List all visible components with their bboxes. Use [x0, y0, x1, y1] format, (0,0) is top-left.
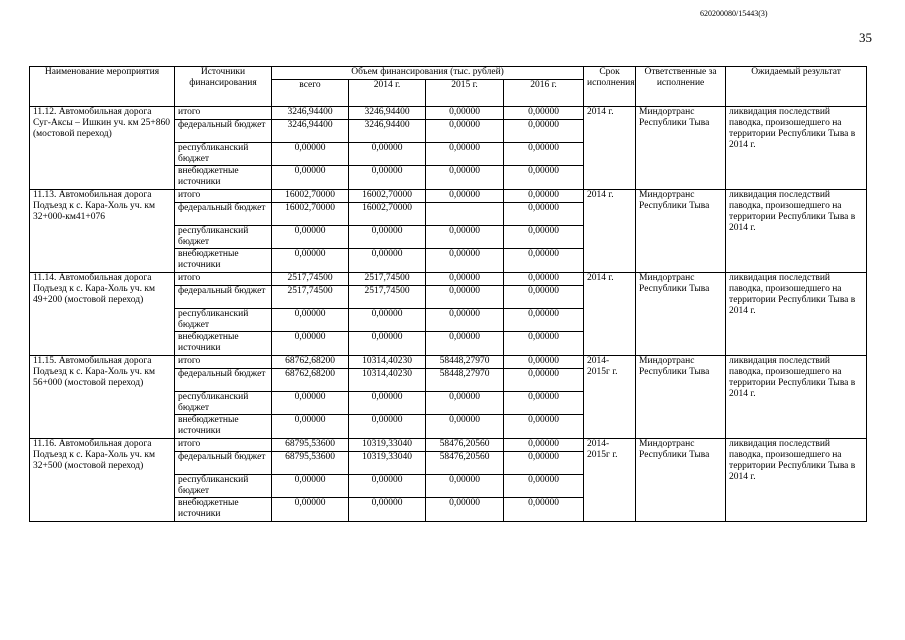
amount-cell: 68795,53600	[272, 452, 349, 475]
header-result: Ожидаемый результат	[726, 67, 867, 107]
amount-cell: 0,00000	[349, 498, 426, 522]
execution-term: 2014 г.	[584, 273, 636, 356]
amount-cell: 58476,20560	[426, 439, 504, 452]
funding-source: итого	[175, 107, 272, 120]
page-number: 35	[859, 30, 872, 45]
amount-cell: 0,00000	[349, 475, 426, 498]
amount-cell: 0,00000	[272, 143, 349, 166]
amount-cell: 3246,94400	[349, 107, 426, 120]
header-sources: Источники финансирования	[175, 67, 272, 107]
amount-cell: 2517,74500	[349, 273, 426, 286]
amount-cell: 0,00000	[349, 392, 426, 415]
header-responsible: Ответственные за исполнение	[636, 67, 726, 107]
amount-cell: 0,00000	[349, 249, 426, 273]
amount-cell: 2517,74500	[272, 286, 349, 309]
execution-term: 2014 г.	[584, 107, 636, 190]
amount-cell: 0,00000	[349, 226, 426, 249]
header-2014: 2014 г.	[349, 80, 426, 107]
amount-cell: 0,00000	[504, 392, 584, 415]
amount-cell: 0,00000	[504, 286, 584, 309]
expected-result: ликвидация последствий паводка, произошедшего на территории Республики Тыва в 2014 г.	[726, 190, 867, 273]
activity-name: 11.16. Автомобильная дорога Подъезд к с. Кара-Холь уч. км 32+500 (мостовой переход)	[30, 439, 175, 522]
amount-cell: 0,00000	[504, 332, 584, 356]
funding-source: республиканский бюджет	[175, 226, 272, 249]
amount-cell: 0,00000	[504, 273, 584, 286]
amount-cell: 16002,70000	[349, 203, 426, 226]
activity-name: 11.14. Автомобильная дорога Подъезд к с. Кара-Холь уч. км 49+200 (мостовой переход)	[30, 273, 175, 356]
execution-term: 2014-2015г г.	[584, 439, 636, 522]
amount-cell: 0,00000	[504, 120, 584, 143]
header-term: Срок исполнения	[584, 67, 636, 107]
amount-cell: 3246,94400	[272, 120, 349, 143]
amount-cell: 16002,70000	[349, 190, 426, 203]
table-body	[30, 107, 867, 522]
table-row	[30, 356, 867, 369]
table-row	[30, 190, 867, 203]
amount-cell: 0,00000	[272, 498, 349, 522]
amount-cell: 10314,40230	[349, 356, 426, 369]
table-row	[30, 439, 867, 452]
amount-cell: 68762,68200	[272, 369, 349, 392]
amount-cell: 10319,33040	[349, 439, 426, 452]
amount-cell: 58448,27970	[426, 369, 504, 392]
header-2016: 2016 г.	[504, 80, 584, 107]
amount-cell: 0,00000	[349, 143, 426, 166]
responsible: Миндортранс Республики Тыва	[636, 190, 726, 273]
financing-table	[29, 66, 867, 522]
funding-source: республиканский бюджет	[175, 309, 272, 332]
amount-cell: 10319,33040	[349, 452, 426, 475]
amount-cell: 0,00000	[272, 332, 349, 356]
amount-cell: 10314,40230	[349, 369, 426, 392]
expected-result: ликвидация последствий паводка, произошедшего на территории Республики Тыва в 2014 г.	[726, 107, 867, 190]
amount-cell: 0,00000	[426, 166, 504, 190]
amount-cell: 3246,94400	[349, 120, 426, 143]
amount-cell: 0,00000	[426, 332, 504, 356]
activity-name: 11.12. Автомобильная дорога Суг-Аксы – Ишкин уч. км 25+860 (мостовой переход)	[30, 107, 175, 190]
funding-source: итого	[175, 439, 272, 452]
amount-cell: 0,00000	[426, 120, 504, 143]
amount-cell: 0,00000	[504, 107, 584, 120]
amount-cell: 0,00000	[349, 309, 426, 332]
amount-cell: 0,00000	[426, 309, 504, 332]
funding-source: республиканский бюджет	[175, 392, 272, 415]
amount-cell: 0,00000	[272, 392, 349, 415]
amount-cell: 68762,68200	[272, 356, 349, 369]
expected-result: ликвидация последствий паводка, произошедшего на территории Республики Тыва в 2014 г.	[726, 439, 867, 522]
amount-cell: 0,00000	[426, 273, 504, 286]
amount-cell: 58476,20560	[426, 452, 504, 475]
header-row-top	[30, 67, 867, 80]
amount-cell: 0,00000	[426, 392, 504, 415]
amount-cell: 0,00000	[504, 475, 584, 498]
table-row	[30, 107, 867, 120]
funding-source: итого	[175, 356, 272, 369]
amount-cell: 0,00000	[504, 369, 584, 392]
amount-cell: 0,00000	[272, 166, 349, 190]
funding-source: внебюджетные источники	[175, 166, 272, 190]
document-id: 620200080/15443(3)	[700, 9, 768, 18]
amount-cell: 2517,74500	[349, 286, 426, 309]
responsible: Миндортранс Республики Тыва	[636, 356, 726, 439]
funding-source: федеральный бюджет	[175, 452, 272, 475]
funding-source: итого	[175, 273, 272, 286]
amount-cell: 0,00000	[504, 190, 584, 203]
responsible: Миндортранс Республики Тыва	[636, 107, 726, 190]
amount-cell: 0,00000	[504, 143, 584, 166]
responsible: Миндортранс Республики Тыва	[636, 439, 726, 522]
amount-cell: 0,00000	[426, 143, 504, 166]
funding-source: федеральный бюджет	[175, 203, 272, 226]
table-row	[30, 273, 867, 286]
amount-cell: 0,00000	[504, 452, 584, 475]
amount-cell: 0,00000	[504, 203, 584, 226]
amount-cell: 0,00000	[272, 226, 349, 249]
amount-cell: 0,00000	[272, 415, 349, 439]
amount-cell: 68795,53600	[272, 439, 349, 452]
amount-cell: 0,00000	[272, 309, 349, 332]
amount-cell: 3246,94400	[272, 107, 349, 120]
amount-cell: 0,00000	[349, 415, 426, 439]
amount-cell: 0,00000	[426, 475, 504, 498]
amount-cell: 0,00000	[426, 226, 504, 249]
expected-result: ликвидация последствий паводка, произошедшего на территории Республики Тыва в 2014 г.	[726, 273, 867, 356]
amount-cell: 0,00000	[426, 190, 504, 203]
responsible: Миндортранс Республики Тыва	[636, 273, 726, 356]
amount-cell: 0,00000	[504, 498, 584, 522]
amount-cell: 0,00000	[504, 166, 584, 190]
expected-result: ликвидация последствий паводка, произошедшего на территории Республики Тыва в 2014 г.	[726, 356, 867, 439]
funding-source: федеральный бюджет	[175, 369, 272, 392]
amount-cell: 16002,70000	[272, 190, 349, 203]
amount-cell: 0,00000	[272, 475, 349, 498]
amount-cell: 58448,27970	[426, 356, 504, 369]
amount-cell: 0,00000	[426, 249, 504, 273]
amount-cell: 0,00000	[426, 107, 504, 120]
funding-source: федеральный бюджет	[175, 120, 272, 143]
amount-cell: 0,00000	[504, 356, 584, 369]
amount-cell: 0,00000	[504, 415, 584, 439]
amount-cell: 0,00000	[426, 415, 504, 439]
funding-source: внебюджетные источники	[175, 498, 272, 522]
funding-source: внебюджетные источники	[175, 249, 272, 273]
amount-cell: 0,00000	[426, 498, 504, 522]
activity-name: 11.15. Автомобильная дорога Подъезд к с. Кара-Холь уч. км 56+000 (мостовой переход)	[30, 356, 175, 439]
amount-cell: 0,00000	[504, 249, 584, 273]
execution-term: 2014 г.	[584, 190, 636, 273]
funding-source: республиканский бюджет	[175, 143, 272, 166]
funding-source: внебюджетные источники	[175, 415, 272, 439]
funding-source: внебюджетные источники	[175, 332, 272, 356]
header-volume: Объем финансирования (тыс. рублей)	[272, 67, 584, 80]
amount-cell: 2517,74500	[272, 273, 349, 286]
header-2015: 2015 г.	[426, 80, 504, 107]
funding-source: итого	[175, 190, 272, 203]
amount-cell: 0,00000	[349, 332, 426, 356]
amount-cell: 0,00000	[504, 226, 584, 249]
amount-cell: 0,00000	[504, 439, 584, 452]
header-total: всего	[272, 80, 349, 107]
amount-cell: 16002,70000	[272, 203, 349, 226]
amount-cell: 0,00000	[504, 309, 584, 332]
funding-source: федеральный бюджет	[175, 286, 272, 309]
amount-cell	[426, 203, 504, 226]
header-name: Наименование мероприятия	[30, 67, 175, 107]
funding-source: республиканский бюджет	[175, 475, 272, 498]
amount-cell: 0,00000	[272, 249, 349, 273]
amount-cell: 0,00000	[349, 166, 426, 190]
amount-cell: 0,00000	[426, 286, 504, 309]
execution-term: 2014-2015г г.	[584, 356, 636, 439]
activity-name: 11.13. Автомобильная дорога Подъезд к с. Кара-Холь уч. км 32+000-км41+076	[30, 190, 175, 273]
